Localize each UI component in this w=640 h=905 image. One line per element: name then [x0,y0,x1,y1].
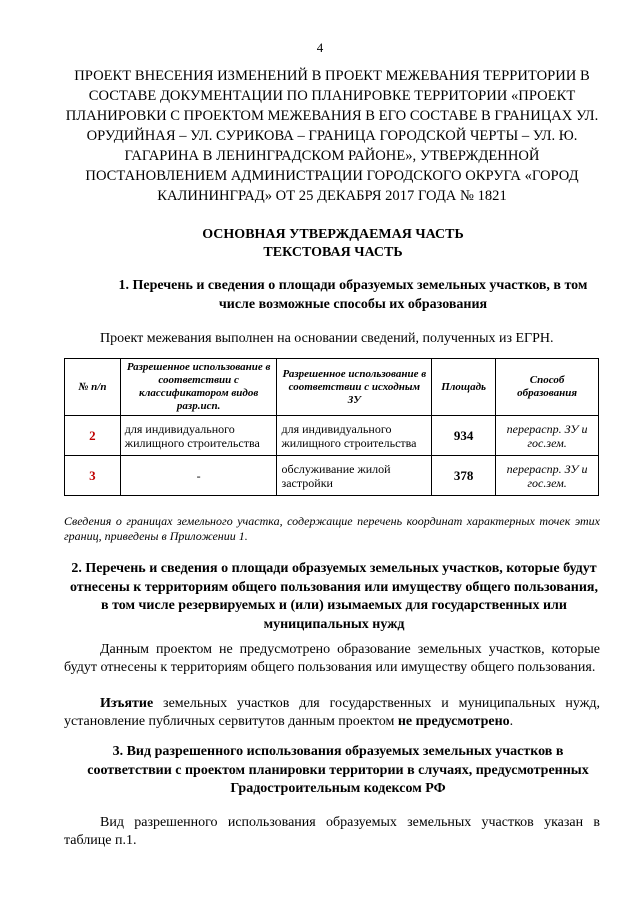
row-method: перераспр. ЗУ и гос.зем. [496,456,599,496]
header-method: Способ образования [496,359,599,416]
row-num: 3 [65,456,121,496]
part-heading-block [0,226,640,262]
table-row [65,456,599,496]
section2-paragraph-2 [64,695,600,731]
land-plots-table [64,358,599,496]
document-title: ПРОЕКТ ВНЕСЕНИЯ ИЗМЕНЕНИЙ В ПРОЕКТ МЕЖЕВАНИЯ ТЕРРИТОРИИ В СОСТАВЕ ДОКУМЕНТАЦИИ ПО ПЛАНИРОВКЕ ТЕРРИТОРИИ «ПРОЕКТ ПЛАНИРОВКИ С ПРОЕКТОМ МЕЖЕВАНИЯ В ЕГО СОСТАВЕ В ГРАНИЦАХ УЛ. ОРУДИЙНАЯ – УЛ. СУРИКОВА – ГРАНИЦА ГОРОДСКОЙ ЧЕРТЫ – УЛ. Ю. ГАГАРИНА В ЛЕНИНГРАДСКОМ РАЙОНЕ», УТВЕРЖДЕННОЙ ПОСТАНОВЛЕНИЕМ АДМИНИСТРАЦИИ ГОРОДСКОГО ОКРУГА «ГОРОД КАЛИНИНГРАД» ОТ 25 ДЕКАБРЯ 2017 ГОДА № 1821 [65,68,599,204]
section2-paragraph-2-tail: . [509,714,514,729]
header-num: № п/п [65,359,121,416]
row-use-classifier: для индивидуального жилищного строительства [120,416,277,456]
row-use-source: обслуживание жилой застройки [277,456,432,496]
section2-paragraph-1: Данным проектом не предусмотрено образование земельных участков, которые будут отнесены к территориям общего пользования или имуществу общего пользования. [64,642,600,675]
part-subheading: ТЕКСТОВАЯ ЧАСТЬ [263,245,403,260]
row-use-source: для индивидуального жилищного строительства [277,416,432,456]
header-area: Площадь [432,359,496,416]
row-area: 934 [432,416,496,456]
not-provided-phrase: не предусмотрено [397,714,510,729]
section3-paragraph: Вид разрешенного использования образуемых земельных участков указан в таблице п.1. [64,815,600,848]
row-area: 378 [432,456,496,496]
part-heading: ОСНОВНАЯ УТВЕРЖДАЕМАЯ ЧАСТЬ [202,227,464,242]
header-use-classifier: Разрешенное использование в соответствии с классификатором видов разр.исп. [120,359,277,416]
row-num: 2 [65,416,121,456]
seizure-word: Изъятие [100,696,154,711]
section1-heading: 1. Перечень и сведения о площади образуемых земельных участков, в том числе возможные способы их образования [118,278,588,312]
section2-paragraph-2-text: земельных участков для государственных и муниципальных нужд, установление публичных сервитутов данным проектом [64,696,600,729]
coordinates-note: Сведения о границах земельного участка, содержащие перечень координат характерных точек этих границ, приведены в Приложении 1. [64,514,600,543]
table-row [65,416,599,456]
row-use-classifier: - [120,456,277,496]
section3-heading: 3. Вид разрешенного использования образуемых земельных участков в соответствии с проектом планировки территории в случаях, предусмотренных Градостроительным кодексом РФ [87,744,589,797]
row-method: перераспр. ЗУ и гос.зем. [496,416,599,456]
page-number: 4 [316,40,324,55]
header-use-source: Разрешенное использование в соответствии с исходным ЗУ [277,359,432,416]
section2-heading: 2. Перечень и сведения о площади образуемых земельных участков, которые будут отнесены к территориям общего пользования или имуществу общего пользования, в том числе резервируемых и (или) изымаемых для государственных или муниципальных нужд [70,561,598,632]
table-header-row [65,359,599,416]
section1-intro: Проект межевания выполнен на основании сведений, полученных из ЕГРН. [100,331,554,346]
